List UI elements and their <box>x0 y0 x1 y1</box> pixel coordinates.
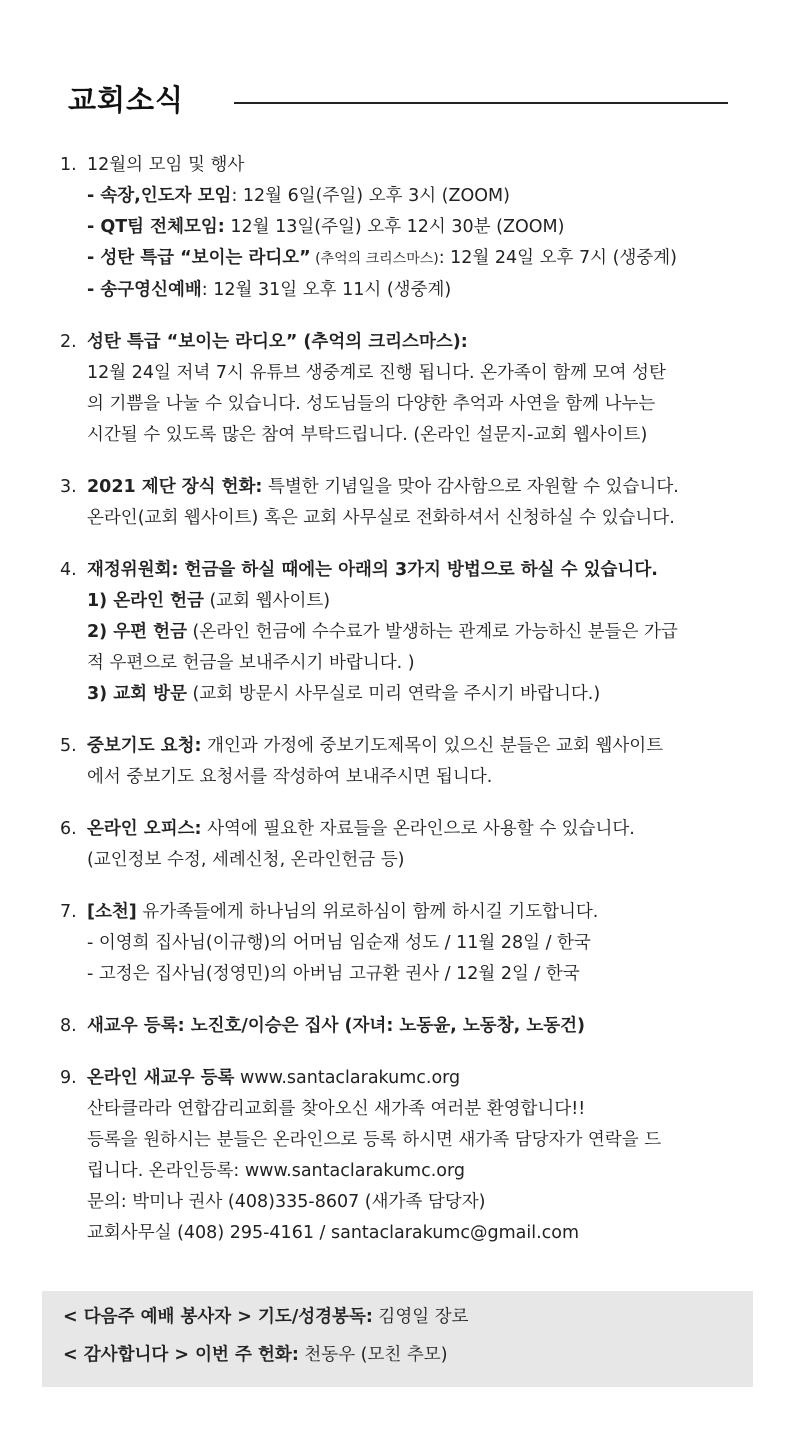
item-line <box>87 679 760 710</box>
item-line <box>87 420 760 451</box>
line-text: - 이영희 집사님(이규행)의 어머님 임순재 성도 / 11월 28일 / 한국 <box>87 933 591 953</box>
item-number: 1. <box>60 155 77 175</box>
line-text: 산타클라라 연합감리교회를 찾아오신 새가족 여러분 환영합니다!! <box>87 1099 586 1119</box>
news-item <box>60 897 760 990</box>
item-line <box>87 389 760 420</box>
item-body <box>87 731 760 793</box>
item-number: 5. <box>60 736 77 756</box>
line-text: 립니다. 온라인등록: www.santaclarakumc.org <box>87 1161 465 1181</box>
item-title: 성탄 특급 “보이는 라디오” (추억의 크리스마스): <box>87 332 468 352</box>
item-line <box>87 586 760 617</box>
news-item <box>60 472 760 534</box>
line-text: (교회 웹사이트) <box>203 591 331 611</box>
line-text: : 12월 24일 오후 7시 (생중계) <box>438 248 677 268</box>
item-title: 2021 제단 장식 헌화: <box>87 477 263 497</box>
news-item <box>60 327 760 451</box>
item-title: 중보기도 요청: <box>87 736 202 756</box>
news-item <box>60 150 760 306</box>
item-heading <box>87 1011 760 1042</box>
news-item <box>60 731 760 793</box>
item-heading <box>87 814 760 845</box>
item-line <box>87 275 760 306</box>
item-number: 2. <box>60 332 77 352</box>
line-text: (온라인 헌금에 수수료가 발생하는 관계로 가능하신 분들은 가급 <box>186 622 678 642</box>
item-title-rest: www.santaclarakumc.org <box>234 1068 461 1088</box>
item-line <box>87 181 760 212</box>
item-title-rest: 특별한 기념일을 맞아 감사함으로 자원할 수 있습니다. <box>262 477 679 497</box>
item-number: 4. <box>60 560 77 580</box>
line-text: : 12월 31일 오후 11시 (생중계) <box>201 280 452 300</box>
item-line <box>87 358 760 389</box>
item-line <box>87 243 760 275</box>
line-text: : 12월 6일(주일) 오후 3시 (ZOOM) <box>231 186 510 206</box>
item-body <box>87 472 760 534</box>
item-title: 12월의 모임 및 행사 <box>87 155 245 175</box>
line-text: 12월 13일(주일) 오후 12시 30분 (ZOOM) <box>224 217 565 237</box>
line-text: 등록을 원하시는 분들은 온라인으로 등록 하시면 새가족 담당자가 연락을 드 <box>87 1130 662 1150</box>
item-heading <box>87 472 760 503</box>
news-list <box>60 150 760 1270</box>
item-body <box>87 1063 760 1249</box>
item-body <box>87 555 760 710</box>
line-text: 교회사무실 (408) 295-4161 / santaclarakumc@gmail.com <box>87 1223 580 1243</box>
line-text: 적 우편으로 헌금을 보내주시기 바랍니다. ) <box>87 653 415 673</box>
line-text: 시간될 수 있도록 많은 참여 부탁드립니다. (온라인 설문지-교회 웹사이트) <box>87 425 648 445</box>
item-title: 재정위원회: 헌금을 하실 때에는 아래의 3가지 방법으로 하실 수 있습니다. <box>87 560 658 580</box>
item-heading <box>87 731 760 762</box>
line-note: (추억의 크리스마스) <box>310 251 439 267</box>
news-item <box>60 1063 760 1249</box>
item-line <box>87 1156 760 1187</box>
item-title-rest: 개인과 가정에 중보기도제목이 있으신 분들은 교회 웹사이트 <box>201 736 664 756</box>
item-line <box>87 845 760 876</box>
item-line <box>87 1218 760 1249</box>
item-title: 온라인 새교우 등록 <box>87 1068 235 1088</box>
item-line <box>87 617 760 648</box>
item-title-rest: 사역에 필요한 자료들을 온라인으로 사용할 수 있습니다. <box>201 819 635 839</box>
item-number: 7. <box>60 902 77 922</box>
section-header <box>68 78 728 118</box>
line-label: - 성탄 특급 “보이는 라디오” <box>87 248 311 268</box>
item-number: 6. <box>60 819 77 839</box>
line-text: (교인정보 수정, 세례신청, 온라인헌금 등) <box>87 850 405 870</box>
item-line <box>87 648 760 679</box>
item-title-rest: 유가족들에게 하나님의 위로하심이 함께 하시길 기도합니다. <box>136 902 599 922</box>
item-title: 새교우 등록: 노진호/이승은 집사 (자녀: 노동윤, 노동창, 노동건) <box>87 1016 586 1036</box>
item-line <box>87 503 760 534</box>
item-line <box>87 212 760 243</box>
title-divider <box>234 102 728 104</box>
item-body <box>87 897 760 990</box>
line-label: - 속장,인도자 모임 <box>87 186 232 206</box>
next-week-servants: < 다음주 예배 봉사자 > 기도/성경봉독: 김영일 장로 <box>63 1307 469 1327</box>
item-line <box>87 928 760 959</box>
item-heading <box>87 897 760 928</box>
news-item <box>60 1011 760 1042</box>
line-text: 의 기쁨을 나눌 수 있습니다. 성도님들의 다양한 추억과 사연을 함께 나누는 <box>87 394 656 414</box>
service-info-box <box>42 1291 753 1387</box>
news-item <box>60 555 760 710</box>
line-label: 2) 우편 헌금 <box>87 622 187 642</box>
item-body <box>87 327 760 451</box>
line-text: 12월 24일 저녁 7시 유튜브 생중계로 진행 됩니다. 온가족이 함께 모여 성탄 <box>87 363 666 383</box>
item-heading <box>87 1063 760 1094</box>
item-body <box>87 150 760 306</box>
item-line <box>87 762 760 793</box>
line-text: 문의: 박미나 권사 (408)335-8607 (새가족 담당자) <box>87 1192 486 1212</box>
item-heading <box>87 555 760 586</box>
line-label: - 송구영신예배 <box>87 280 202 300</box>
item-number: 8. <box>60 1016 77 1036</box>
item-body <box>87 1011 760 1042</box>
news-item <box>60 814 760 876</box>
line-text: (교회 방문시 사무실로 미리 연락을 주시기 바랍니다.) <box>186 684 601 704</box>
line-text: - 고정은 집사님(정영민)의 아버님 고규환 권사 / 12월 2일 / 한국 <box>87 964 580 984</box>
item-heading <box>87 327 760 358</box>
line-label: - QT팀 전체모임: <box>87 217 225 237</box>
item-line <box>87 1125 760 1156</box>
item-number: 3. <box>60 477 77 497</box>
item-line <box>87 1187 760 1218</box>
line-text: 온라인(교회 웹사이트) 혹은 교회 사무실로 전화하셔서 신청하실 수 있습니다. <box>87 508 675 528</box>
thanks-flowers: < 감사합니다 > 이번 주 헌화: 천동우 (모친 추모) <box>63 1345 448 1365</box>
line-label: 1) 온라인 헌금 <box>87 591 204 611</box>
page-title: 교회소식 <box>68 83 185 117</box>
item-title: 온라인 오피스: <box>87 819 202 839</box>
item-heading <box>87 150 760 181</box>
item-body <box>87 814 760 876</box>
line-text: 에서 중보기도 요청서를 작성하여 보내주시면 됩니다. <box>87 767 493 787</box>
line-label: 3) 교회 방문 <box>87 684 187 704</box>
item-number: 9. <box>60 1068 77 1088</box>
item-title: [소천] <box>87 902 137 922</box>
item-line <box>87 1094 760 1125</box>
item-line <box>87 959 760 990</box>
